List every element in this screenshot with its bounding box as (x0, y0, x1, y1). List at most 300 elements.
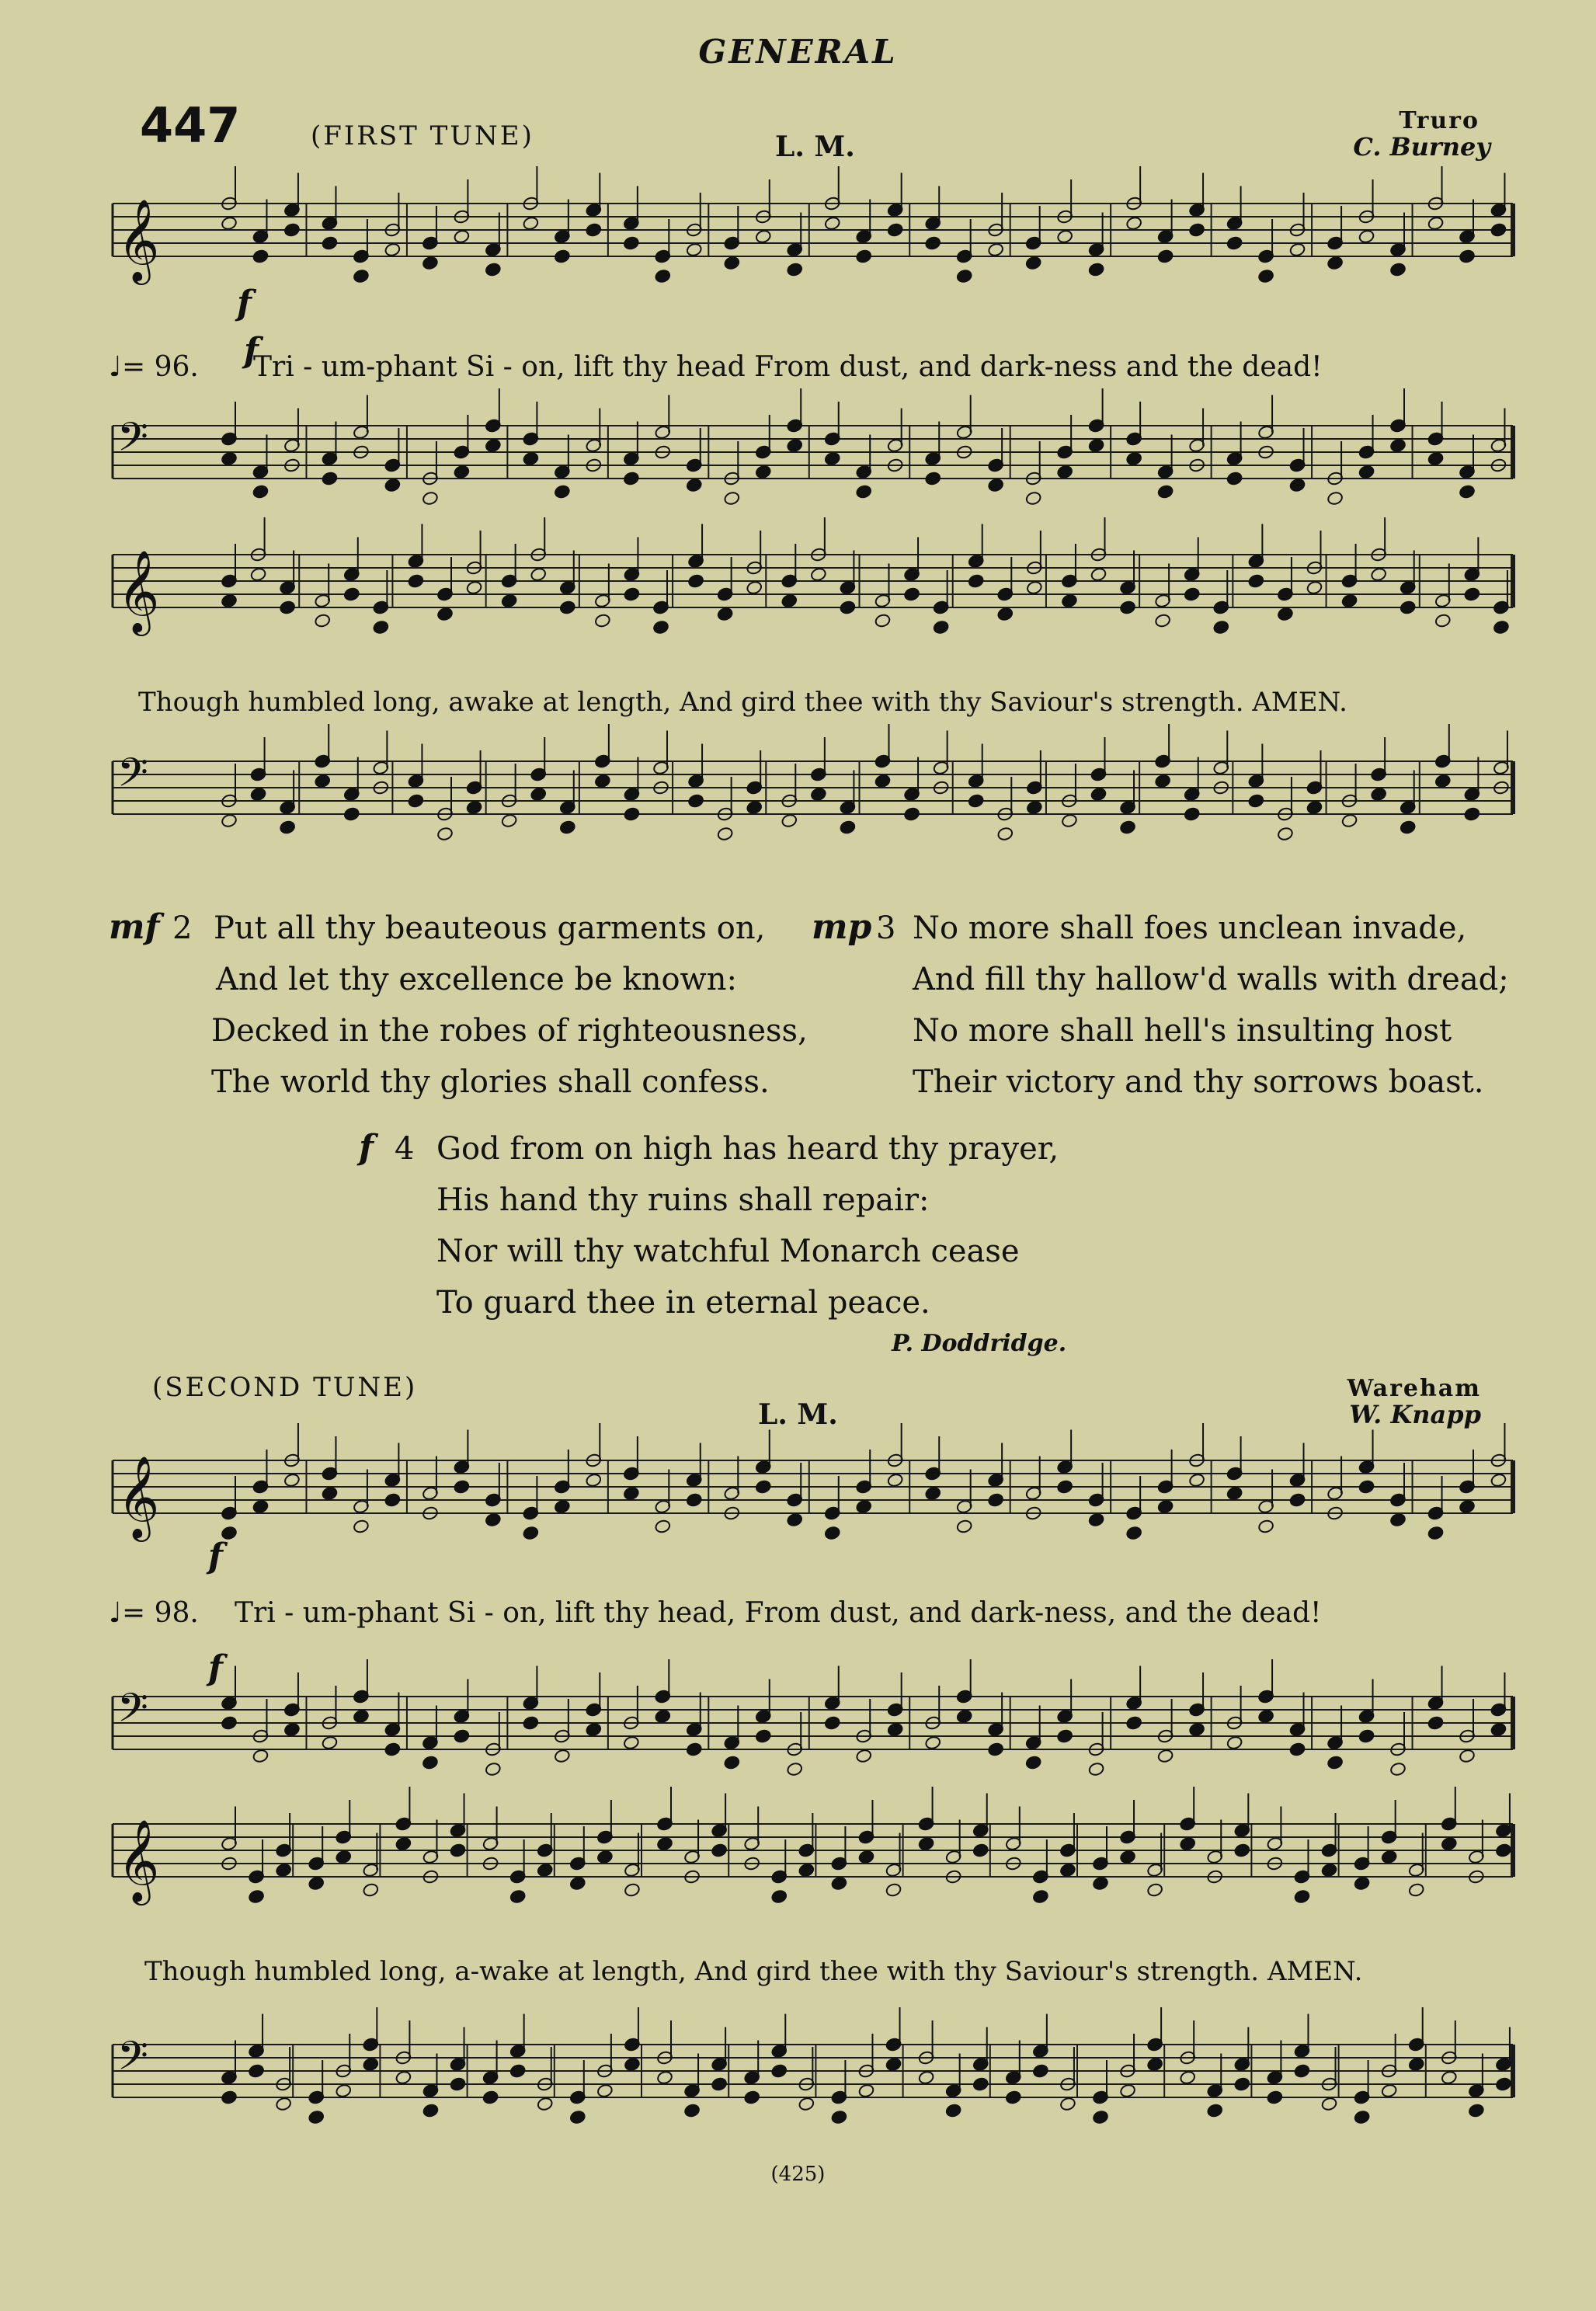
note-head (1358, 229, 1375, 244)
note-head (755, 1728, 772, 1743)
note-head (501, 813, 518, 828)
second-tune-meter: L. M. (758, 1398, 838, 1431)
note-head (652, 620, 669, 635)
verse-4-line-4: To guard thee in eternal peace. (436, 1285, 930, 1321)
note-head (1032, 1889, 1049, 1904)
note-head (1090, 567, 1107, 582)
verse-4-line-1: God from on high has heard thy prayer, (436, 1131, 1059, 1167)
note-head (1025, 256, 1042, 270)
note-head (786, 1512, 803, 1527)
note-head (1059, 2097, 1076, 2111)
note-head (1233, 1843, 1250, 1857)
second-tune-dynamic: f (208, 1537, 223, 1576)
note-head (1493, 620, 1510, 635)
note-head (956, 1709, 973, 1724)
section-title: GENERAL (698, 33, 898, 71)
second-tune-label: (SECOND TUNE) (152, 1372, 418, 1403)
note-head (1427, 1715, 1445, 1730)
note-head (554, 1749, 571, 1763)
note-head (924, 1486, 941, 1501)
note-head (384, 242, 402, 257)
note-head (1277, 827, 1294, 841)
note-head (1408, 2057, 1425, 2072)
note-head (711, 2076, 728, 2091)
note-head (755, 465, 772, 479)
note-head (509, 2063, 527, 2078)
note-head (1294, 2063, 1311, 2078)
note-head (623, 235, 640, 250)
note-head (248, 2063, 265, 2078)
note-head (1490, 1473, 1507, 1488)
note-head (422, 256, 439, 270)
note-head (1226, 1486, 1243, 1501)
note-head (1179, 2070, 1196, 2085)
note-head (1146, 1882, 1163, 1897)
note-head (1188, 222, 1205, 237)
note-head (887, 1722, 904, 1737)
note-head (840, 600, 857, 614)
note-head (372, 620, 389, 635)
note-head (1088, 438, 1105, 453)
note-head (683, 2103, 701, 2118)
note-head (1154, 613, 1171, 628)
note-head (656, 1836, 673, 1851)
note-head (1321, 1863, 1338, 1878)
note-head (1025, 491, 1042, 506)
note-head (887, 222, 904, 237)
note-head (1490, 1722, 1507, 1737)
note-head (343, 806, 360, 821)
verse-4-dynamic: f (359, 1128, 374, 1168)
note-head (395, 1836, 412, 1851)
note-head (554, 484, 571, 499)
first-tune-label: (FIRST TUNE) (311, 120, 534, 151)
note-head (858, 2083, 875, 2098)
note-head (624, 2057, 641, 2072)
note-head (968, 793, 985, 808)
note-head (887, 1473, 904, 1488)
note-head (308, 1876, 325, 1891)
note-head (1092, 1876, 1109, 1891)
note-head (1441, 1836, 1458, 1851)
note-head (523, 1526, 540, 1540)
note-head (1427, 216, 1445, 231)
note-head (1441, 2070, 1458, 2085)
note-head (1226, 471, 1243, 486)
note-head (422, 1755, 439, 1770)
note-head (362, 1882, 379, 1897)
note-head (559, 820, 576, 834)
note-head (559, 600, 576, 614)
note-head (1358, 1479, 1375, 1494)
note-head (450, 2076, 467, 2091)
note-head (384, 1492, 402, 1507)
note-head (1026, 800, 1043, 815)
note-head (530, 567, 547, 582)
note-head (654, 1519, 671, 1533)
note-head (686, 478, 703, 492)
note-head (408, 573, 425, 588)
note-head (1059, 1863, 1076, 1878)
note-head (687, 573, 704, 588)
note-head (786, 438, 803, 453)
first-tune-composer: C. Burney (1353, 132, 1490, 162)
verse-4-line-2: His hand thy ruins shall repair: (436, 1182, 930, 1218)
verse-2-line-3: Decked in the robes of righteousness, (211, 1013, 808, 1049)
second-tune-lyrics-line2: Though humbled long, a-wake at length, And gird thee with thy Saviour's strength. AMEN. (144, 1956, 1363, 1987)
note-head (530, 787, 547, 802)
note-head (1226, 1735, 1243, 1750)
first-tune-lyrics-line1: Tri - um-phant Si - on, lift thy head From dust, and dark-ness and the dead! (253, 351, 1323, 383)
note-head (770, 1889, 788, 1904)
treble-clef-icon: 𝄞 (117, 1455, 160, 1538)
note-head (554, 249, 571, 263)
note-head (279, 820, 296, 834)
note-head (824, 451, 841, 466)
note-head (755, 229, 772, 244)
note-head (314, 774, 331, 788)
verse-2-line-1: Put all thy beauteous garments on, (214, 910, 766, 946)
verse-2-line-2: And let thy excellence be known: (216, 962, 738, 997)
note-head (798, 2097, 815, 2111)
page-number: (425) (770, 2163, 826, 2186)
note-head (656, 2070, 673, 2085)
note-head (1088, 1512, 1105, 1527)
note-head (252, 1499, 269, 1514)
note-head (343, 586, 360, 601)
note-head (221, 1715, 238, 1730)
note-head (221, 813, 238, 828)
note-head (831, 1876, 848, 1891)
note-head (454, 1728, 471, 1743)
note-head (1341, 813, 1358, 828)
note-head (1248, 573, 1265, 588)
note-head (972, 2076, 989, 2091)
note-head (1184, 806, 1201, 821)
note-head (1184, 586, 1201, 601)
note-head (537, 1863, 554, 1878)
note-head (1490, 222, 1507, 237)
note-head (485, 1762, 502, 1777)
verse-2-number: 2 (172, 910, 193, 946)
note-head (308, 2110, 325, 2125)
note-head (1459, 1749, 1476, 1763)
note-head (1056, 229, 1073, 244)
note-head (384, 478, 402, 492)
note-head (283, 1473, 301, 1488)
note-head (1289, 1742, 1306, 1756)
note-head (918, 2070, 935, 2085)
note-head (1389, 1762, 1406, 1777)
note-head (1154, 774, 1171, 788)
note-head (248, 1889, 265, 1904)
note-head (250, 567, 267, 582)
note-head (996, 827, 1014, 841)
note-head (1032, 2063, 1049, 2078)
note-head (824, 1526, 841, 1540)
note-head (654, 269, 671, 284)
note-head (221, 1526, 238, 1540)
verse-3-line-1: No more shall foes unclean invade, (913, 910, 1467, 946)
note-head (1119, 1850, 1136, 1864)
hymn-author: P. Doddridge. (892, 1330, 1067, 1357)
note-head (885, 2057, 902, 2072)
note-head (501, 593, 518, 608)
verse-3-line-3: No more shall hell's insulting host (913, 1013, 1452, 1049)
note-head (1119, 2083, 1136, 2098)
note-head (384, 1742, 402, 1756)
hymn-number: 447 (140, 97, 241, 154)
note-head (1427, 1526, 1445, 1540)
note-head (353, 269, 370, 284)
note-head (1025, 1755, 1042, 1770)
note-head (596, 2083, 614, 2098)
note-head (1434, 613, 1452, 628)
note-head (1358, 465, 1375, 479)
note-head (810, 567, 827, 582)
note-head (466, 800, 483, 815)
note-head (436, 827, 454, 841)
second-tune-tempo: ♩= 98. (109, 1597, 199, 1629)
note-head (1306, 580, 1323, 595)
note-head (1381, 2083, 1398, 2098)
note-head (1157, 249, 1174, 263)
note-head (1088, 262, 1105, 277)
first-tune-lyrics-line2: Though humbled long, awake at length, And gird thee with thy Saviour's strength. AMEN. (138, 687, 1347, 718)
note-head (1294, 1889, 1311, 1904)
note-head (968, 573, 985, 588)
first-tune-tempo: ♩= 96. (109, 351, 199, 383)
note-head (686, 1742, 703, 1756)
note-head (569, 1876, 586, 1891)
quarter-note-icon: ♩ (109, 351, 122, 383)
verse-4-line-3: Nor will thy watchful Monarch cease (436, 1234, 1020, 1269)
note-head (1179, 1836, 1196, 1851)
note-head (831, 2110, 848, 2125)
note-head (743, 2090, 760, 2104)
note-head (924, 1735, 941, 1750)
note-head (594, 613, 611, 628)
note-head (322, 1735, 339, 1750)
note-head (1434, 774, 1452, 788)
note-head (987, 478, 1004, 492)
note-head (221, 2090, 238, 2104)
note-head (855, 1749, 872, 1763)
verse-4-number: 4 (395, 1131, 415, 1167)
note-head (1495, 1843, 1512, 1857)
note-head (1088, 1762, 1105, 1777)
note-head (1061, 593, 1078, 608)
quarter-note-icon: ♩ (109, 1597, 122, 1629)
second-tune-name: Wareham (1347, 1375, 1481, 1402)
bass-clef-icon: 𝄢 (117, 2032, 148, 2089)
note-head (322, 235, 339, 250)
note-head (485, 438, 502, 453)
note-head (1119, 820, 1136, 834)
note-head (454, 465, 471, 479)
note-head (945, 2103, 962, 2118)
note-head (1125, 1715, 1142, 1730)
note-head (717, 827, 734, 841)
note-head (221, 593, 238, 608)
note-head (422, 491, 439, 506)
note-head (874, 613, 892, 628)
note-head (1354, 1876, 1371, 1891)
note-head (874, 774, 892, 788)
note-head (855, 1499, 872, 1514)
note-head (840, 820, 857, 834)
note-head (824, 1715, 841, 1730)
note-head (275, 2097, 292, 2111)
note-head (1400, 600, 1417, 614)
note-head (1157, 484, 1174, 499)
verse-2-dynamic: mf (109, 907, 160, 947)
note-head (466, 580, 483, 595)
note-head (996, 607, 1014, 621)
verse-3-line-4: Their victory and thy sorrows boast. (913, 1064, 1484, 1100)
note-head (1408, 1882, 1425, 1897)
note-head (987, 242, 1004, 257)
note-head (781, 593, 798, 608)
first-tune-name: Truro (1399, 107, 1480, 134)
note-head (322, 471, 339, 486)
bass-clef-icon: 𝄢 (117, 749, 148, 806)
note-head (353, 1519, 370, 1533)
note-head (252, 249, 269, 263)
treble-clef-icon: 𝄞 (117, 549, 160, 632)
note-head (422, 2103, 440, 2118)
note-head (717, 607, 734, 621)
note-head (711, 1843, 728, 1857)
note-head (523, 216, 540, 231)
note-head (1381, 1850, 1398, 1864)
note-head (1495, 2076, 1512, 2091)
note-head (1157, 1749, 1174, 1763)
note-head (523, 451, 540, 466)
note-head (924, 235, 941, 250)
note-head (723, 1755, 740, 1770)
note-head (585, 222, 602, 237)
note-head (810, 787, 827, 802)
treble-clef-icon: 𝄞 (117, 198, 160, 281)
note-head (1125, 451, 1142, 466)
note-head (924, 471, 941, 486)
note-head (1005, 2090, 1022, 2104)
note-head (1061, 813, 1078, 828)
note-head (1257, 269, 1274, 284)
note-head (987, 1742, 1004, 1756)
note-head (335, 1850, 352, 1864)
note-head (1341, 593, 1358, 608)
note-head (798, 1863, 815, 1878)
note-head (585, 1722, 602, 1737)
note-head (1370, 787, 1387, 802)
note-head (1389, 1512, 1406, 1527)
second-tune-composer: W. Knapp (1349, 1400, 1481, 1429)
note-head (283, 1722, 301, 1737)
note-head (1157, 1499, 1174, 1514)
note-head (1026, 580, 1043, 595)
note-head (454, 1479, 471, 1494)
note-head (1464, 586, 1481, 601)
first-tune-bass-dynamic: f (244, 331, 259, 371)
note-head (855, 249, 872, 263)
note-head (824, 216, 841, 231)
note-head (1125, 216, 1142, 231)
note-head (1257, 1709, 1274, 1724)
note-head (885, 1882, 902, 1897)
note-head (1090, 787, 1107, 802)
note-head (755, 1479, 772, 1494)
note-head (322, 1486, 339, 1501)
note-head (1327, 256, 1344, 270)
note-head (353, 1709, 370, 1724)
note-head (1459, 249, 1476, 263)
note-head (624, 1882, 641, 1897)
note-head (596, 1850, 614, 1864)
note-head (624, 806, 641, 821)
note-head (314, 613, 331, 628)
note-head (554, 1499, 571, 1514)
note-head (987, 1492, 1004, 1507)
note-head (1327, 491, 1344, 506)
note-head (1389, 262, 1406, 277)
note-head (858, 1850, 875, 1864)
bass-clef-icon: 𝄢 (117, 1684, 148, 1741)
note-head (594, 774, 611, 788)
note-head (623, 1486, 640, 1501)
note-head (1354, 2110, 1371, 2125)
note-head (686, 242, 703, 257)
note-head (855, 484, 872, 499)
note-head (1226, 235, 1243, 250)
note-head (933, 620, 950, 635)
note-head (436, 607, 454, 621)
note-head (1459, 1499, 1476, 1514)
note-head (781, 813, 798, 828)
note-head (1248, 793, 1265, 808)
note-head (252, 1749, 269, 1763)
note-head (362, 2057, 379, 2072)
note-head (1267, 2090, 1284, 2104)
verse-3-dynamic: mp (812, 907, 872, 947)
note-head (1119, 600, 1136, 614)
treble-clef-icon: 𝄞 (117, 1819, 160, 1902)
note-head (1188, 1722, 1205, 1737)
note-head (903, 586, 920, 601)
note-head (1146, 2057, 1163, 2072)
note-head (1370, 567, 1387, 582)
second-tune-bass-dynamic: f (208, 1648, 223, 1688)
note-head (1289, 1492, 1306, 1507)
note-head (221, 216, 238, 231)
verse-3-line-2: And fill thy hallow'd walls with dread; (913, 962, 1509, 997)
note-head (1056, 1728, 1073, 1743)
note-head (221, 451, 238, 466)
note-head (972, 1843, 989, 1857)
note-head (482, 2090, 499, 2104)
second-tune-lyrics-line1: Tri - um-phant Si - on, lift thy head, From dust, and dark-ness, and the dead! (235, 1597, 1322, 1629)
note-head (1327, 1755, 1344, 1770)
note-head (1188, 1473, 1205, 1488)
note-head (1464, 806, 1481, 821)
note-head (450, 1843, 467, 1857)
note-head (1125, 1526, 1142, 1540)
note-head (1092, 2110, 1109, 2125)
note-head (1389, 438, 1406, 453)
note-head (918, 1836, 935, 1851)
note-head (523, 1715, 540, 1730)
